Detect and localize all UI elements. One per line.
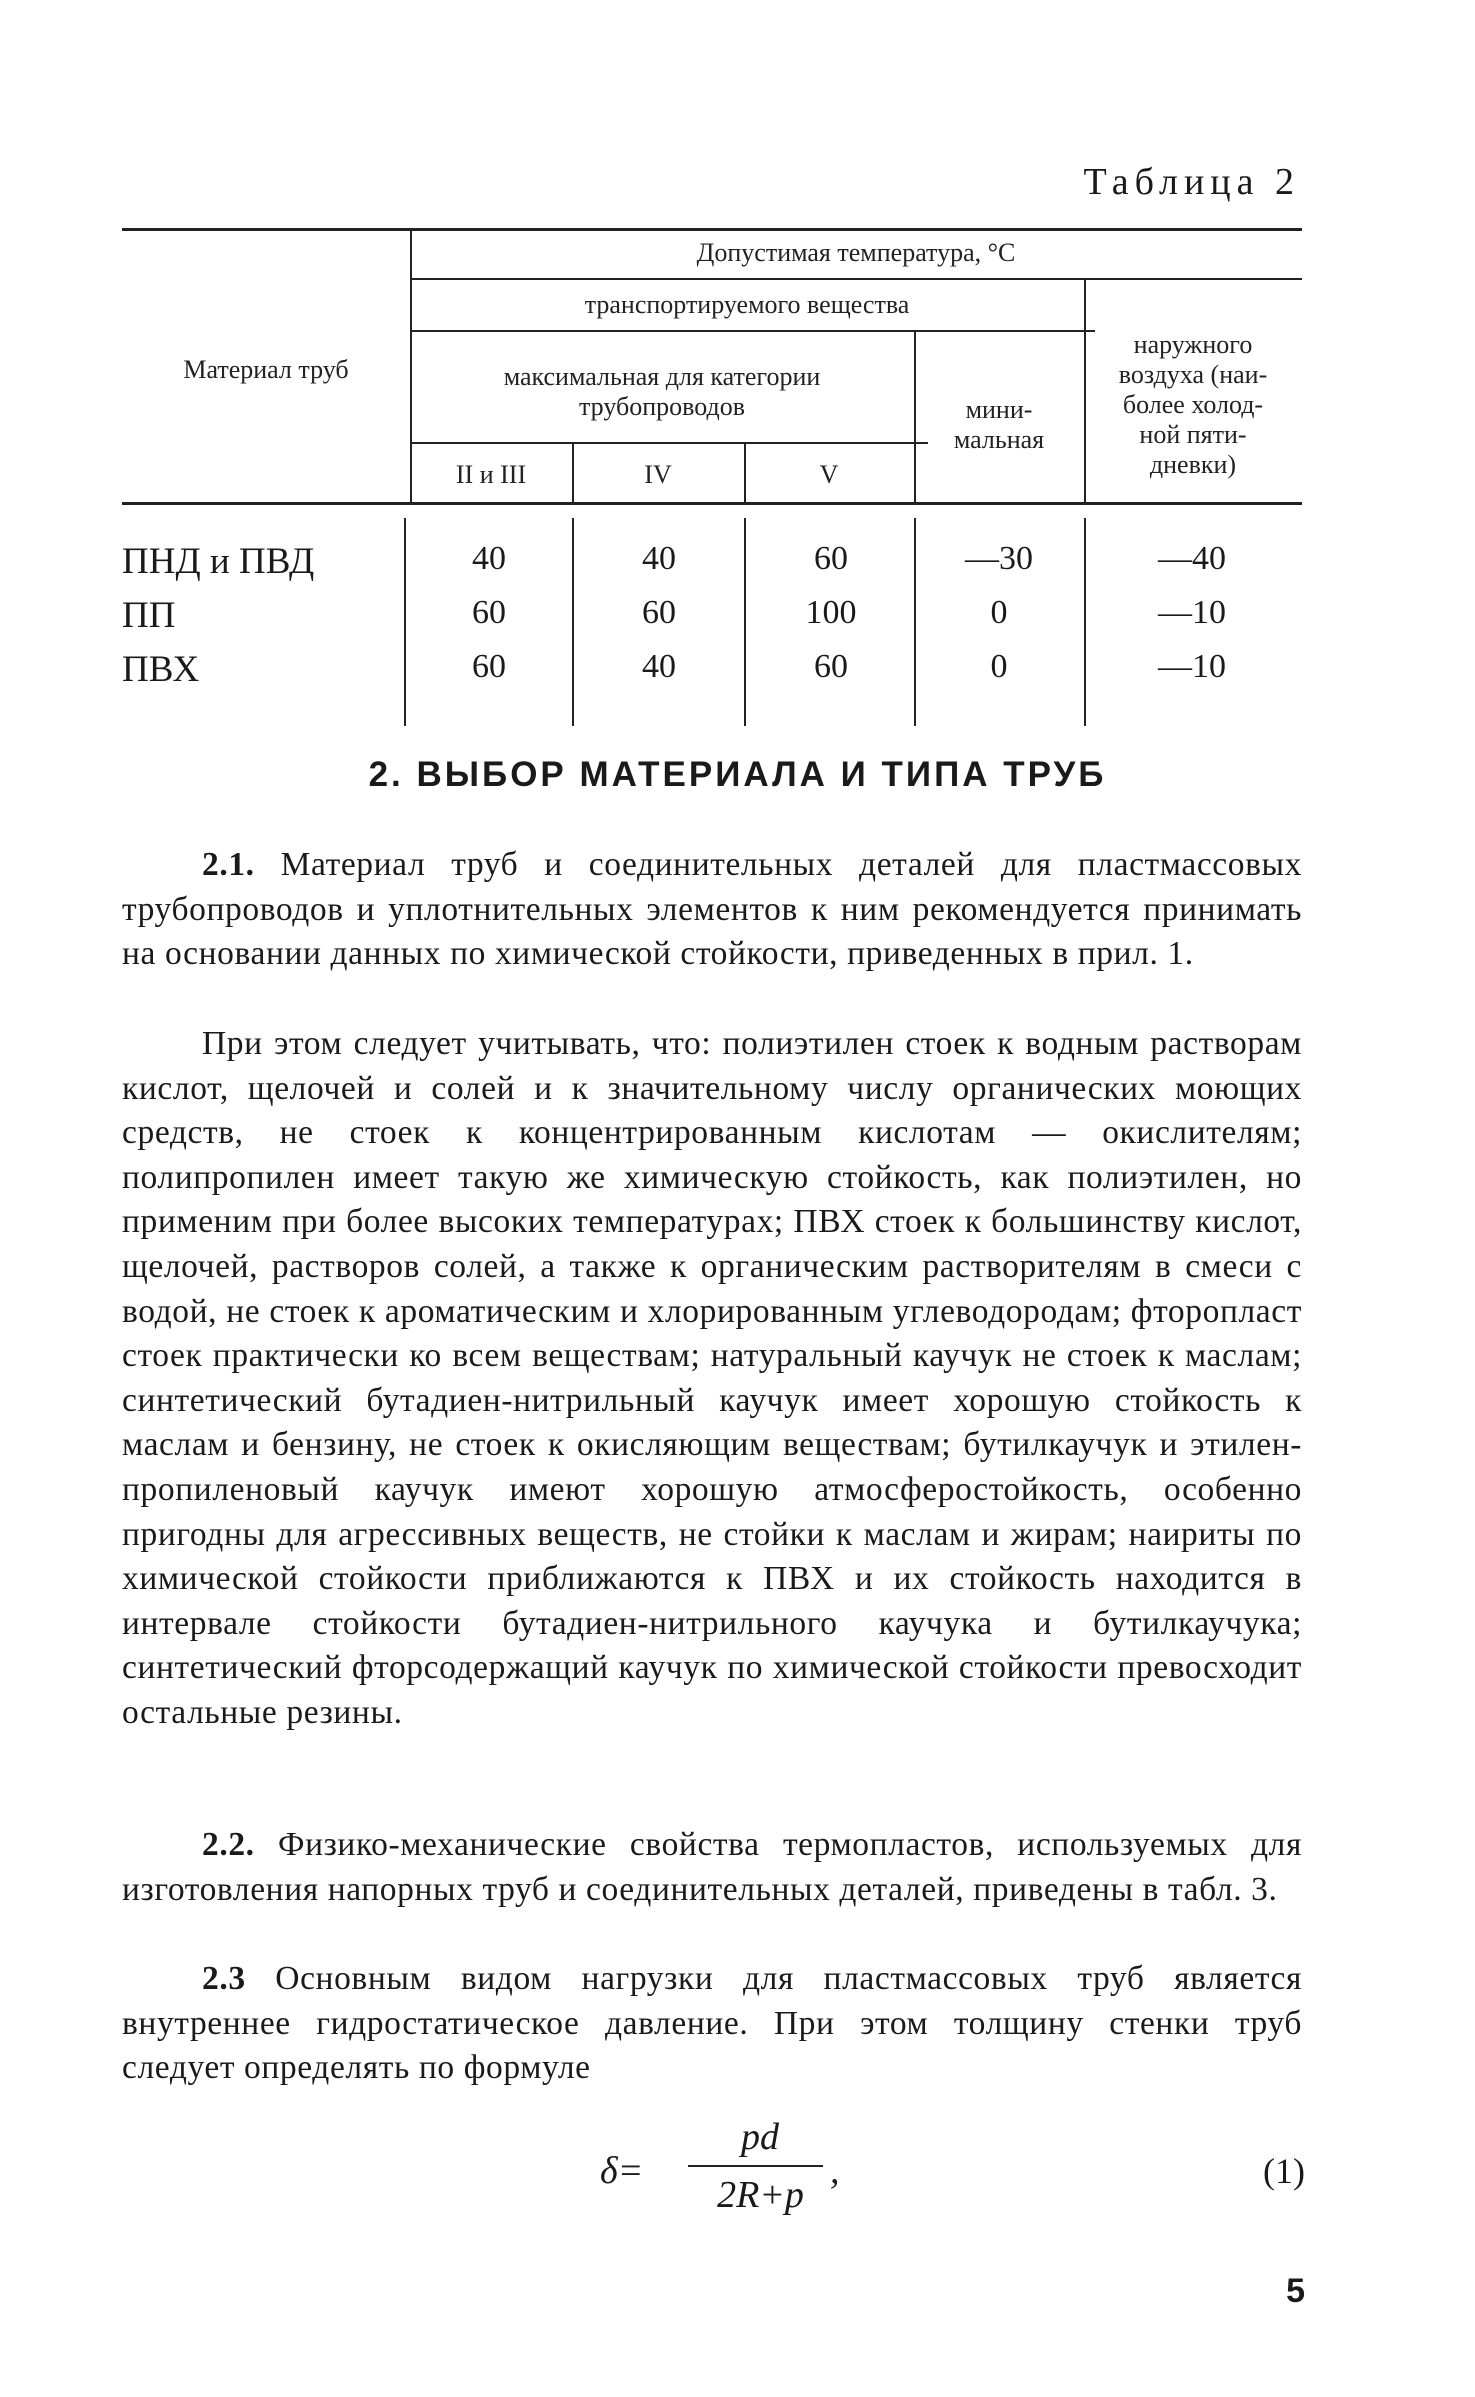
cell: 40 (642, 648, 676, 685)
header-min: мини- мальная (953, 395, 1045, 454)
cell: —10 (1158, 594, 1226, 631)
cell: 60 (472, 594, 506, 631)
cell: —30 (965, 540, 1033, 577)
cell: 60 (814, 540, 848, 577)
header-max-category: максимальная для категории трубопроводов (503, 362, 821, 421)
paragraph-2-3: 2.3 Основным видом нагрузки для пластмассовых труб является внутреннее гидростатическое давление. При этом толщину стенки труб следует определять по формуле (122, 1960, 1302, 2087)
cell: 60 (642, 594, 676, 631)
temperature-table (122, 0, 1302, 740)
table-rule (1084, 518, 1086, 726)
header-outdoor: наружного воздуха (наи- более холод- ной пяти- дневки) (1118, 330, 1268, 479)
header-allowed-temp: Допустимая температура, °С (696, 238, 1016, 267)
paragraph-2-1: 2.1. Материал труб и соединительных деталей для пластмассовых трубопроводов и уплотнительных элементов к ним рекомендуется принимать на основании данных по химической стойкости, приведенных в прил. 1. (122, 846, 1302, 973)
header-transported: транспортируемого вещества (584, 290, 910, 319)
header-material: Материал труб (183, 355, 349, 384)
header-cat-4: IV (644, 460, 672, 489)
formula-lhs: δ= (600, 2150, 644, 2192)
table-rule (410, 278, 1302, 280)
header-cat-5: V (819, 460, 839, 489)
cell: 40 (472, 540, 506, 577)
cell: 40 (642, 540, 676, 577)
formula-denominator: 2R+p (717, 2174, 804, 2216)
cell: 100 (805, 594, 857, 631)
row-material: ПНД и ПВД (122, 541, 315, 582)
formula-numerator: pd (741, 2116, 779, 2158)
cell: 0 (990, 648, 1008, 685)
paragraph-2-1-continued: При этом следует учитывать, что: полиэтилен стоек к водным растворам кислот, щелочей и солей и к значительному числу органических моющих средств, не стоек к концентрированным кислотам — окислителям; полипропилен имеет такую же химическую стойкость, как полиэтилен, но применим при более высоких температурах; ПВХ стоек к большинству кислот, щелочей, растворов солей, а также к органическим растворителям в смеси с водой, не стоек к ароматическим и хлорированным углеводородам; фторопласт стоек практически ко всем веществам; натуральный каучук не стоек к маслам; синтетический бутадиен-нитрильный каучук имеет хорошую стойкость к маслам и бензину, не стоек к окисляющим веществам; бутилкаучук и этилен-пропиленовый каучук имеют хорошую атмосферостойкость, особенно пригодны для агрессивных веществ, не стойки к маслам и жирам; наириты по химической стойкости приближаются к ПВХ и их стойкость находится в интервале стойкости бутадиен-нитрильного каучука и бутилкаучука; синтетический фторсодержащий каучук по химической стойкости превосходит остальные резины. (122, 1025, 1302, 1731)
cell: —10 (1158, 648, 1226, 685)
paragraph-2-2: 2.2. Физико-механические свойства термопластов, используемых для изготовления напорных труб и соединительных деталей, приведены в табл. 3. (122, 1826, 1302, 1908)
table-header-rule (122, 502, 1302, 505)
table-rule (410, 330, 1095, 332)
table-caption: Таблица 2 (1083, 161, 1300, 203)
row-material: ПП (122, 595, 176, 636)
formula-comma: , (830, 2150, 840, 2192)
cell: 60 (472, 648, 506, 685)
table-top-rule (122, 228, 1302, 231)
cell: 60 (814, 648, 848, 685)
cell: —40 (1158, 540, 1226, 577)
equation-number: (1) (1263, 2151, 1305, 2191)
cell: 0 (990, 594, 1008, 631)
table-rule (410, 442, 928, 444)
header-cat-2-3: II и III (455, 460, 527, 489)
page-number: 5 (1286, 2272, 1305, 2310)
row-material: ПВХ (122, 649, 200, 690)
section-heading: 2. ВЫБОР МАТЕРИАЛА И ТИПА ТРУБ (368, 755, 1107, 794)
fraction-bar (688, 2165, 823, 2167)
